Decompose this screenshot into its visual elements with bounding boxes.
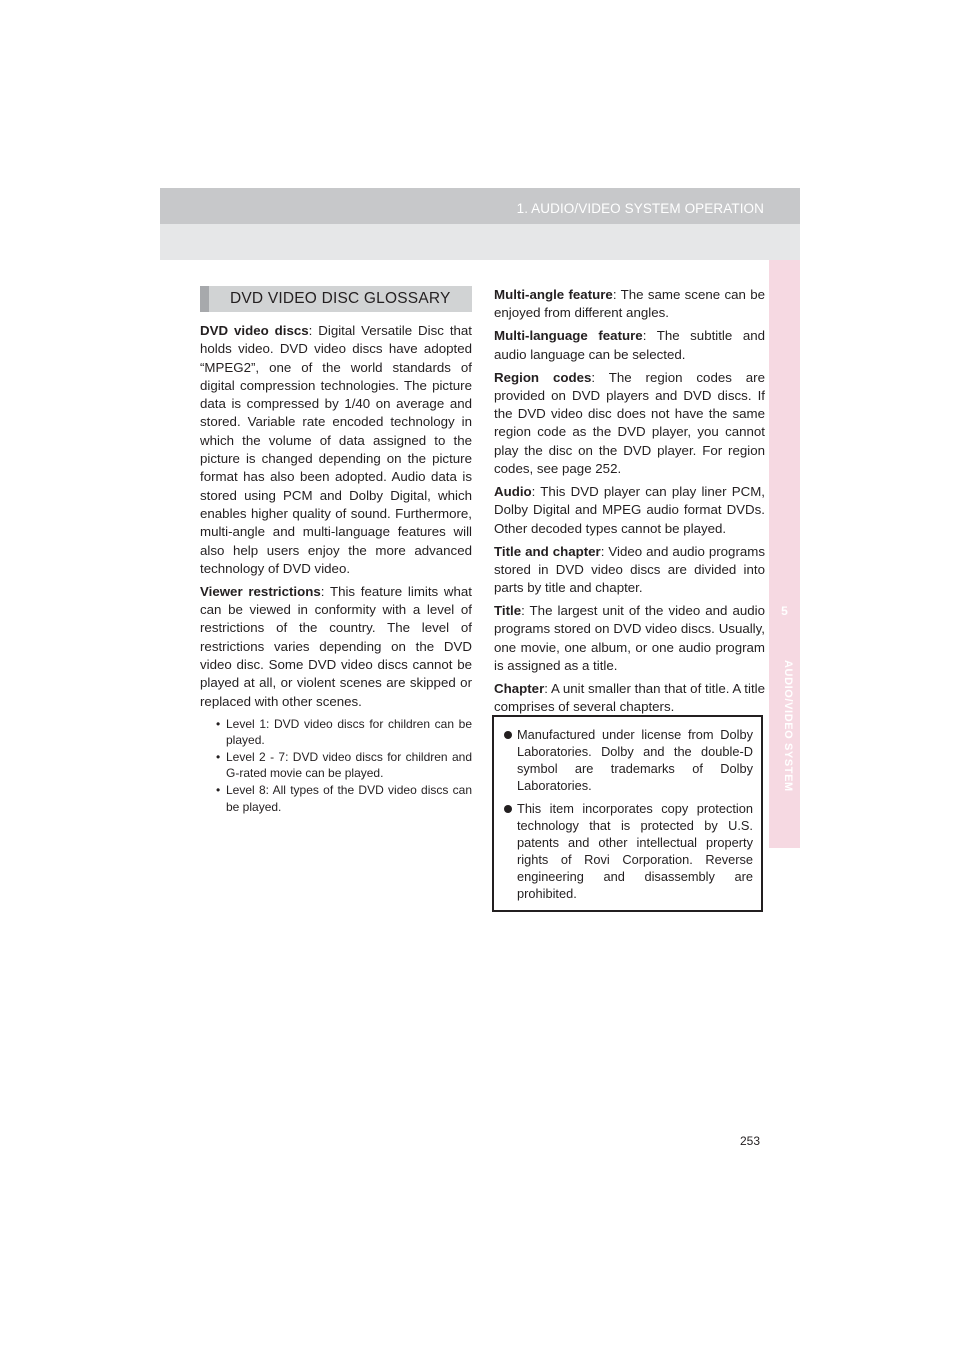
glossary-term: Title and chapter (494, 543, 601, 559)
list-item: • Level 8: All types of the DVD video discs can be played. (216, 782, 472, 815)
page-header (160, 188, 800, 260)
glossary-definition: : This DVD player can play liner PCM, Dolby Digital and MPEG audio format DVDs. Other decoded types cannot be played. (494, 484, 765, 536)
glossary-term: Chapter (494, 681, 545, 697)
bullet-dot-icon (504, 731, 512, 739)
right-column (494, 286, 765, 721)
glossary-definition: : The largest unit of the video and audio programs stored on DVD video discs. Usually, one movie, one album, or one audio program is assigned as a title. (494, 603, 765, 674)
glossary-definition: : The same scene can be enjoyed from different angles. (494, 287, 765, 321)
notice-box (492, 715, 763, 912)
glossary-term: Region codes (494, 369, 592, 385)
notice-item-dolby (503, 726, 753, 794)
glossary-term: Multi-angle feature (494, 287, 613, 302)
header-title: 1. AUDIO/VIDEO SYSTEM OPERATION (516, 201, 764, 216)
glossary-definition: : A unit smaller than that of title. A title comprises of several chapters. (494, 681, 765, 715)
notice-text: Manufactured under license from Dolby Laboratories. Dolby and the double-D symbol are trademarks of Dolby Laboratories. (517, 727, 753, 793)
glossary-definition: : Video and audio programs stored in DVD video discs are divided into parts by title and chapter. (494, 543, 766, 596)
notice-text: This item incorporates copy protection technology that is protected by U.S. patents and other intellectual property rights of Rovi Corporation. Reverse engineering and disassembly are prohibited. (517, 801, 753, 901)
chapter-label: AUDIO/VIDEO SYSTEM (782, 660, 794, 792)
glossary-entry-multi-language (494, 327, 765, 364)
glossary-term: DVD video discs (200, 323, 309, 338)
glossary-term: Audio (494, 484, 532, 500)
glossary-definition: : Digital Versatile Disc that holds video. DVD video discs have adopted “MPEG2”, one of the world standards of digital compression technologies. The picture data is compressed by 1/40 on average and stored. Variable rate encoded technology in which the volume of data assigned to the picture is changed depending on the picture format has also been adopted. Audio data is stored using PCM and Dolby Digital, which enables higher quality of sound. Furthermore, multi-angle and multi-language features will also help users enjoy the more advanced technology of DVD video. (200, 323, 473, 576)
glossary-entry-viewer-restrictions (200, 583, 472, 711)
section-title: DVD VIDEO DISC GLOSSARY (230, 290, 451, 307)
list-item: • Level 2 - 7: DVD video discs for children and G-rated movie can be played. (216, 749, 472, 782)
list-item: • Level 1: DVD video discs for children can be played. (216, 716, 472, 749)
chapter-number: 5 (781, 604, 788, 618)
left-column (200, 322, 472, 815)
glossary-term: Viewer restrictions (200, 583, 321, 599)
section-header (200, 286, 472, 312)
glossary-definition: : The region codes are provided on DVD players and DVD discs. If the DVD video disc does not have the same region code as the DVD player, you cannot play the disc on the DVD player. For region codes, see page 252. (494, 369, 765, 477)
glossary-entry-multi-angle (494, 286, 765, 323)
section-header-accent (200, 286, 209, 312)
chapter-side-tab (769, 260, 800, 848)
glossary-definition: : The subtitle and audio language can be selected. (494, 328, 765, 362)
glossary-entry-dvd-video-discs (200, 322, 472, 578)
restriction-levels-list (200, 716, 472, 816)
notice-item-rovi (503, 800, 753, 902)
glossary-definition: : This feature limits what can be viewed in conformity with a level of restrictions of the country. The level of restrictions varies depending on the DVD video disc. Some DVD video discs cannot be played at all, or violent scenes are skipped or replaced with other scenes. (200, 583, 472, 709)
glossary-entry-title (494, 602, 765, 675)
glossary-term: Multi-language feature (494, 328, 643, 344)
page-number: 253 (740, 1134, 761, 1148)
glossary-term: Title (494, 603, 522, 619)
glossary-entry-region-codes (494, 369, 765, 479)
glossary-entry-chapter (494, 680, 765, 717)
glossary-entry-title-and-chapter (494, 543, 765, 598)
bullet-dot-icon (504, 805, 512, 813)
glossary-entry-audio (494, 483, 765, 538)
header-title-bar (160, 188, 800, 224)
